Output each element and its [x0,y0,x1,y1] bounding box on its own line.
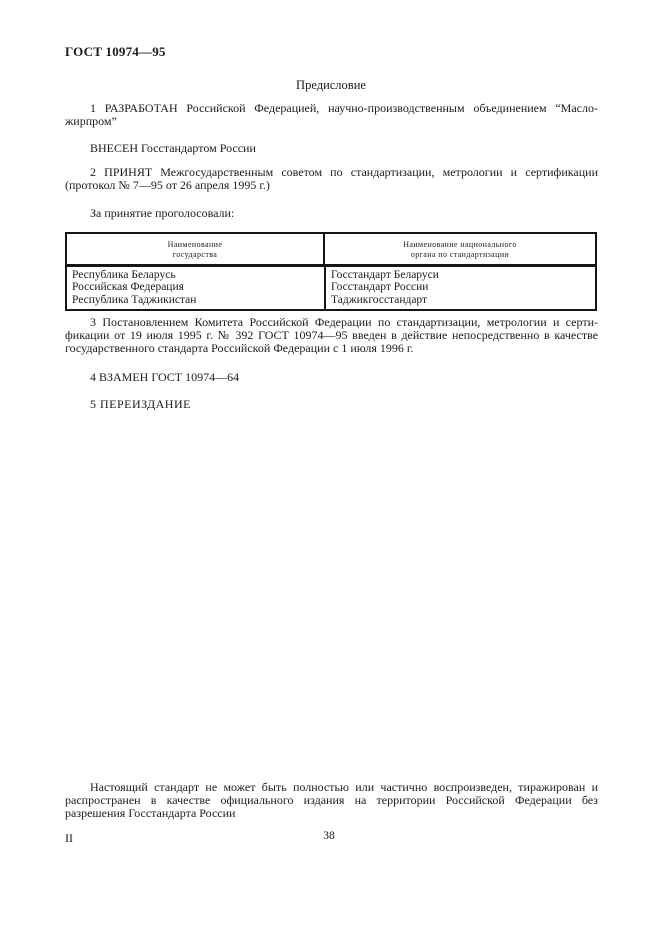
clause-3-line-2: фикации от 19 июля 1995 г. № 392 ГОСТ 10974—95 введен в действие непосредственно в качестве [65,328,598,342]
header-body-line-2: органа по стандартизации [410,250,510,259]
table-row-state: Республика Таджикистан [72,293,197,306]
clause-1-line-1: 1 РАЗРАБОТАН Российской Федерацией, научно-производственным объединением “Масло- [90,101,598,115]
copyright-line-1: Настоящий стандарт не может быть полностью или частично воспроизведен, тиражирован и [90,780,598,794]
clause-1-line-2: жирпром” [65,114,117,128]
page-number: 38 [323,830,335,842]
copyright-notice [65,781,598,820]
page-roman-numeral: II [65,831,73,845]
clause-2-line-2: (протокол № 7—95 от 26 апреля 1995 г.) [65,178,270,192]
clause-3-line-3: государственного стандарта Российской Федерации с 1 июля 1996 г. [65,341,414,355]
clause-3 [65,316,598,355]
clause-3-line-1: 3 Постановлением Комитета Российской Федерации по стандартизации, метрологии и серти- [90,315,598,329]
table-row-state: Российская Федерация [72,281,184,294]
copyright-line-2: распространен в качестве официального издания на территории Российской Федерации без [65,793,598,807]
table-row-body: Госстандарт Беларуси [331,269,439,281]
clause-5: 5 ПЕРЕИЗДАНИЕ [90,397,191,411]
clause-submitted: ВНЕСЕН Госстандартом России [90,141,256,155]
table-row-state: Республика Беларусь [72,269,176,281]
clause-2-line-1: 2 ПРИНЯТ Межгосударственным советом по стандартизации, метрологии и сертификации [90,165,598,179]
voting-table-header-state [67,234,325,264]
voting-table-states-cell [67,267,326,309]
voting-table-bodies-cell [326,267,595,309]
voting-table-header-row [67,234,595,267]
table-row-body: Таджикгосстандарт [331,293,428,306]
clause-2 [65,166,598,192]
voting-table-header-body [325,234,595,264]
header-body-line-1: Наименование национального [403,240,517,249]
preface-heading: Предисловие [296,78,366,92]
header-state-line-2: государства [172,250,218,259]
clause-1 [65,102,598,128]
clause-4: 4 ВЗАМЕН ГОСТ 10974—64 [90,370,240,384]
voting-table [65,232,597,311]
header-state-line-1: Наименование [167,240,223,249]
voting-table-body [67,267,595,309]
copyright-line-3: разрешения Госстандарта России [65,806,236,820]
document-code: ГОСТ 10974—95 [65,44,166,59]
vote-intro: За принятие проголосовали: [90,206,235,220]
table-row-body: Госстандарт России [331,281,429,294]
